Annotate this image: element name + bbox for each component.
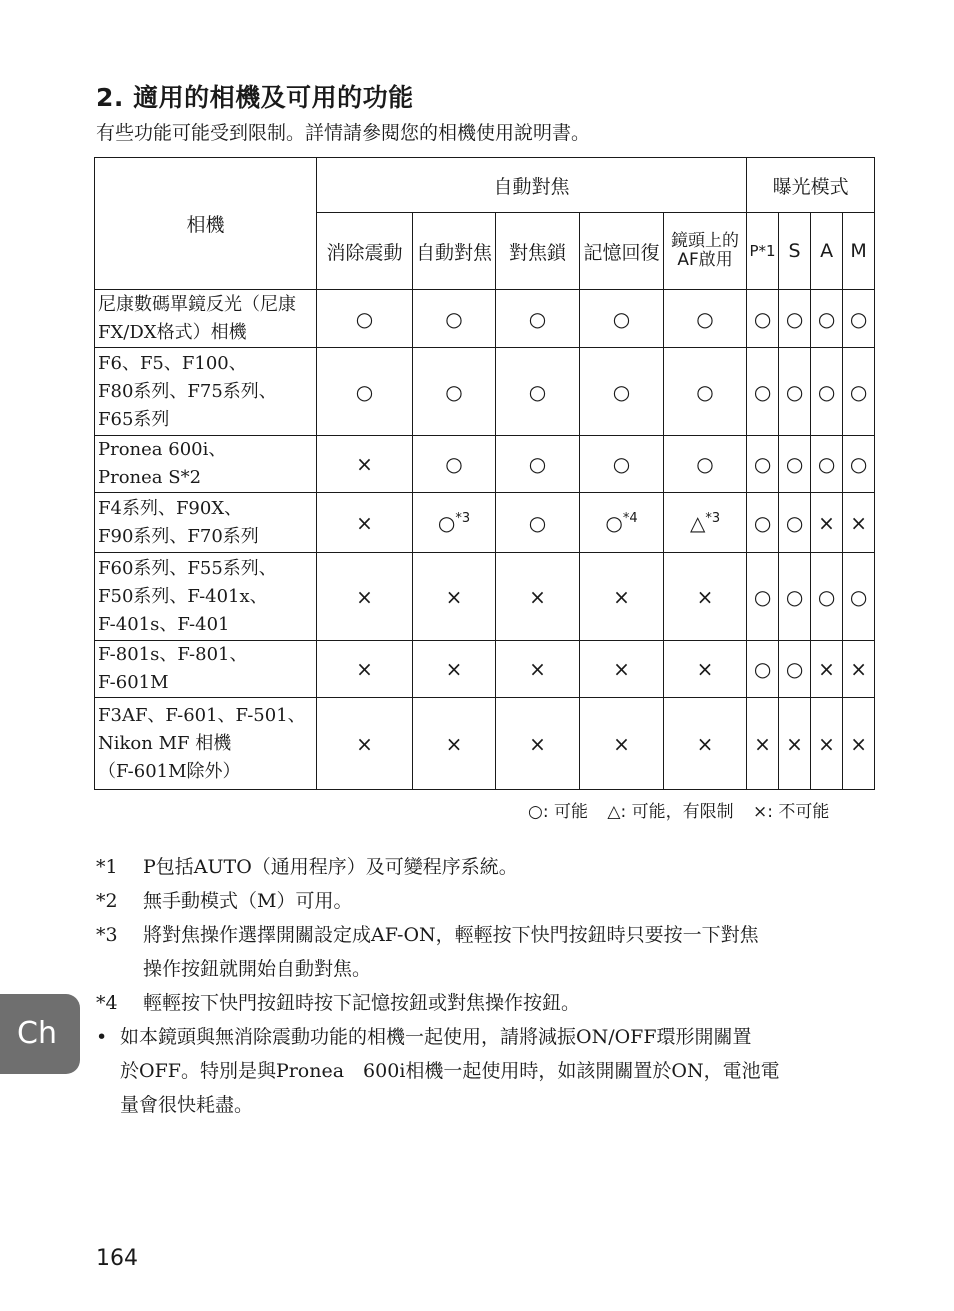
cell-p <box>747 698 779 790</box>
compat-symbol: × <box>529 657 546 681</box>
footnote-line: 將對焦操作選擇開關設定成AF-ON，輕輕按下快門按鈕時只要按一下對焦 <box>143 924 759 946</box>
table-row <box>95 493 875 553</box>
footnote-mark: • <box>96 1026 108 1048</box>
camera-name-line: F60系列、F55系列、 <box>98 557 277 579</box>
camera-name-line: F90系列、F70系列 <box>98 525 259 547</box>
cell-vr <box>317 698 413 790</box>
cell-a <box>811 641 843 698</box>
page-number: 164 <box>96 1246 138 1271</box>
cell-lens-af-on <box>664 698 747 790</box>
compat-symbol: ○ <box>437 510 456 535</box>
cell-s <box>779 641 811 698</box>
compat-symbol: ○ <box>696 452 714 476</box>
camera-name-line: FX/DX格式）相機 <box>98 321 247 343</box>
cell-focus-lock <box>496 641 580 698</box>
compat-symbol: ○ <box>849 306 868 331</box>
table-row <box>95 641 875 698</box>
bullet-note <box>96 1020 876 1122</box>
footnotes <box>96 850 876 1122</box>
camera-name-line: Pronea S*2 <box>98 467 202 488</box>
camera-name-cell <box>95 553 317 641</box>
compat-symbol: ○ <box>785 584 804 609</box>
compat-symbol: × <box>818 657 835 681</box>
compat-symbol: ○ <box>445 379 463 404</box>
compat-symbol: ○ <box>817 452 836 476</box>
compat-symbol: ○ <box>785 306 804 331</box>
camera-name-line: F65系列 <box>98 408 170 430</box>
compat-symbol: × <box>445 584 463 609</box>
footnote-text <box>143 850 518 884</box>
cell-memory <box>580 436 664 493</box>
compat-symbol: ○ <box>696 306 714 331</box>
cell-m <box>843 493 875 553</box>
compat-symbol: △ <box>689 510 706 535</box>
footnote <box>96 918 876 986</box>
compat-symbol: ○ <box>785 657 804 681</box>
compat-symbol: × <box>356 584 373 609</box>
compat-symbol: ○ <box>785 510 804 535</box>
compat-symbol: ○ <box>817 306 836 331</box>
camera-name-line: F50系列、F-401x、 <box>98 585 268 607</box>
camera-name-cell <box>95 436 317 493</box>
camera-name-line: F6、F5、F100、 <box>98 352 247 374</box>
compat-symbol: × <box>356 452 373 476</box>
cell-p <box>747 553 779 641</box>
compat-symbol: ○ <box>753 584 772 609</box>
camera-name-line: F-401s、F-401 <box>98 613 230 635</box>
compat-symbol: × <box>754 731 771 756</box>
cell-lens-af-on <box>664 641 747 698</box>
compat-symbol: ○ <box>528 452 547 476</box>
compat-symbol: ○ <box>849 584 868 609</box>
cell-vr <box>317 553 413 641</box>
compat-symbol: ○ <box>753 657 772 681</box>
col-lens-af-on-line1: 鏡頭上的 <box>671 231 740 251</box>
footnote-ref: *4 <box>622 510 638 526</box>
compat-symbol: ○ <box>753 306 772 331</box>
cell-m <box>843 698 875 790</box>
cell-focus-lock <box>496 348 580 436</box>
cell-s <box>779 493 811 553</box>
table-row <box>95 348 875 436</box>
legend-limited: △: 可能，有限制 <box>607 802 734 822</box>
cell-focus-lock <box>496 436 580 493</box>
col-memory: 記憶回復 <box>580 213 664 290</box>
cell-m <box>843 641 875 698</box>
compat-symbol: ○ <box>612 452 631 476</box>
footnote <box>96 884 876 918</box>
legend <box>528 797 829 822</box>
cell-af <box>413 348 496 436</box>
camera-name-line: F4系列、F90X、 <box>98 497 243 519</box>
cell-lens-af-on <box>664 553 747 641</box>
cell-a <box>811 698 843 790</box>
footnote <box>96 986 876 1020</box>
compat-symbol: ○ <box>753 452 772 476</box>
compat-symbol: ○ <box>612 306 631 331</box>
footnote-mark: *1 <box>96 856 118 878</box>
compat-symbol: × <box>529 731 546 756</box>
cell-m <box>843 290 875 348</box>
compat-symbol: × <box>356 657 373 681</box>
col-p-mode: P*1 <box>747 213 779 290</box>
footnote-ref: *3 <box>705 510 721 526</box>
col-a-mode: A <box>811 213 843 290</box>
compat-symbol: ○ <box>605 510 623 535</box>
compat-symbol: ○ <box>849 379 868 404</box>
col-vr: 消除震動 <box>317 213 413 290</box>
section-heading: 2. 適用的相機及可用的功能 <box>96 83 414 112</box>
cell-memory <box>580 553 664 641</box>
footnote-line: 操作按鈕就開始自動對焦。 <box>143 958 372 980</box>
compat-symbol: × <box>356 510 373 535</box>
cell-a <box>811 290 843 348</box>
compat-symbol: ○ <box>445 452 463 476</box>
camera-name-line: F80系列、F75系列、 <box>98 380 277 402</box>
compat-symbol: ○ <box>785 379 804 404</box>
compat-symbol: × <box>696 657 714 681</box>
compat-symbol: ○ <box>696 379 714 404</box>
camera-name-cell <box>95 493 317 553</box>
cell-vr <box>317 348 413 436</box>
cell-memory <box>580 641 664 698</box>
compat-symbol: ○ <box>355 379 374 404</box>
compat-symbol: ○ <box>817 584 836 609</box>
table-row <box>95 698 875 790</box>
camera-name-line: Pronea 600i、 <box>98 439 227 460</box>
cell-focus-lock <box>496 698 580 790</box>
compat-symbol: × <box>850 510 867 535</box>
cell-a <box>811 348 843 436</box>
compat-symbol: × <box>818 510 835 535</box>
footnote-line: 量會很快耗盡。 <box>120 1094 254 1116</box>
footnote-text <box>143 986 580 1020</box>
footnote-mark: *3 <box>96 924 118 946</box>
camera-header: 相機 <box>95 158 317 290</box>
compat-symbol: ○ <box>753 510 772 535</box>
compat-symbol: ○ <box>785 452 804 476</box>
compat-symbol: ○ <box>445 306 463 331</box>
cell-focus-lock <box>496 493 580 553</box>
cell-af <box>413 553 496 641</box>
cell-memory <box>580 493 664 553</box>
cell-vr <box>317 641 413 698</box>
footnote-ref: *3 <box>455 510 471 526</box>
footnote-line: 如本鏡頭與無消除震動功能的相機一起使用，請將減振ON/OFF環形開關置 <box>120 1026 752 1048</box>
cell-lens-af-on <box>664 290 747 348</box>
compat-symbol: × <box>613 731 630 756</box>
compat-symbol: × <box>850 731 867 756</box>
cell-memory <box>580 698 664 790</box>
intro-text: 有些功能可能受到限制。詳情請參閱您的相機使用說明書。 <box>96 122 591 144</box>
cell-a <box>811 553 843 641</box>
compat-symbol: × <box>613 584 630 609</box>
cell-s <box>779 348 811 436</box>
cell-s <box>779 553 811 641</box>
legend-possible: ○: 可能 <box>528 802 588 822</box>
cell-p <box>747 436 779 493</box>
camera-name-cell <box>95 641 317 698</box>
cell-a <box>811 436 843 493</box>
footnote-text <box>143 918 759 986</box>
cell-p <box>747 348 779 436</box>
compat-symbol: ○ <box>849 452 868 476</box>
compat-symbol: × <box>529 584 546 609</box>
cell-af <box>413 493 496 553</box>
camera-name-line: 尼康數碼單鏡反光（尼康 <box>98 293 296 315</box>
compatibility-table <box>94 157 875 790</box>
cell-p <box>747 641 779 698</box>
col-lens-af-on-line2: AF啟用 <box>677 250 733 270</box>
language-tab: Ch <box>0 994 80 1074</box>
camera-name-cell <box>95 290 317 348</box>
compat-symbol: × <box>613 657 630 681</box>
exposure-group-header: 曝光模式 <box>747 158 875 213</box>
cell-vr <box>317 493 413 553</box>
cell-vr <box>317 290 413 348</box>
cell-m <box>843 553 875 641</box>
cell-af <box>413 641 496 698</box>
cell-m <box>843 348 875 436</box>
compat-symbol: ○ <box>528 510 547 535</box>
cell-lens-af-on <box>664 493 747 553</box>
table-row <box>95 436 875 493</box>
footnote-line: 輕輕按下快門按鈕時按下記憶按鈕或對焦操作按鈕。 <box>143 992 581 1014</box>
col-m-mode: M <box>843 213 875 290</box>
footnote-mark: *2 <box>96 890 118 912</box>
camera-name-line: F3AF、F-601、F-501、 <box>98 704 306 726</box>
cell-a <box>811 493 843 553</box>
compat-symbol: × <box>696 731 714 756</box>
compat-symbol: ○ <box>528 379 547 404</box>
cell-s <box>779 290 811 348</box>
camera-name-cell <box>95 348 317 436</box>
camera-name-line: Nikon MF 相機 <box>98 732 232 754</box>
footnote-line: 於OFF。特別是與Pronea 600i相機一起使用時，如該開關置於ON，電池電 <box>120 1060 780 1082</box>
cell-p <box>747 493 779 553</box>
compat-symbol: × <box>786 731 803 756</box>
af-group-header: 自動對焦 <box>317 158 747 213</box>
cell-af <box>413 698 496 790</box>
footnote-text <box>120 1020 780 1122</box>
cell-vr <box>317 436 413 493</box>
footnote-line: 無手動模式（M）可用。 <box>143 890 353 912</box>
cell-memory <box>580 348 664 436</box>
footnote-text <box>143 884 352 918</box>
col-s-mode: S <box>779 213 811 290</box>
footnote-mark: *4 <box>96 992 118 1014</box>
table-row <box>95 553 875 641</box>
cell-lens-af-on <box>664 348 747 436</box>
col-af: 自動對焦 <box>413 213 496 290</box>
compat-symbol: ○ <box>355 306 374 331</box>
compat-symbol: ○ <box>528 306 547 331</box>
cell-m <box>843 436 875 493</box>
compat-symbol: ○ <box>817 379 836 404</box>
compat-symbol: × <box>818 731 835 756</box>
compat-symbol: × <box>850 657 867 681</box>
cell-focus-lock <box>496 290 580 348</box>
cell-memory <box>580 290 664 348</box>
col-lens-af-on <box>664 213 747 290</box>
table-row <box>95 290 875 348</box>
compat-symbol: × <box>445 731 463 756</box>
camera-name-line: （F-601M除外） <box>98 760 241 782</box>
compat-symbol: ○ <box>612 379 631 404</box>
cell-af <box>413 290 496 348</box>
cell-lens-af-on <box>664 436 747 493</box>
camera-name-line: F-601M <box>98 672 169 693</box>
compat-symbol: × <box>356 731 373 756</box>
legend-impossible: ×: 不可能 <box>753 802 830 822</box>
compat-symbol: × <box>696 584 714 609</box>
cell-focus-lock <box>496 553 580 641</box>
col-focus-lock: 對焦鎖 <box>496 213 580 290</box>
compat-symbol: × <box>445 657 463 681</box>
footnote <box>96 850 876 884</box>
camera-name-line: F-801s、F-801、 <box>98 644 248 665</box>
cell-af <box>413 436 496 493</box>
compat-symbol: ○ <box>753 379 772 404</box>
cell-s <box>779 698 811 790</box>
cell-s <box>779 436 811 493</box>
camera-name-cell <box>95 698 317 790</box>
footnote-line: P包括AUTO（通用程序）及可變程序系統。 <box>143 856 518 878</box>
cell-p <box>747 290 779 348</box>
